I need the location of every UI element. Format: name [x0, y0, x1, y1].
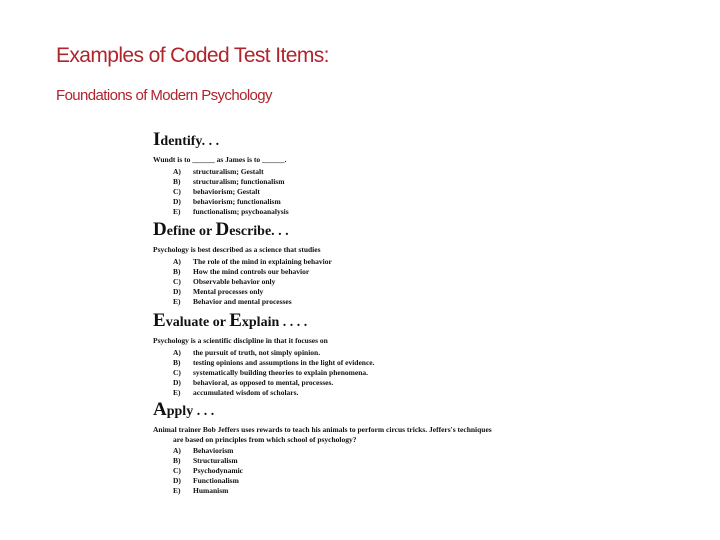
answer-option — [153, 388, 553, 398]
option-letter: D) — [173, 476, 181, 485]
answer-option — [153, 187, 553, 197]
option-letter: D) — [173, 286, 181, 296]
option-text: systematically building theories to explain phenomena. — [193, 367, 369, 377]
section-evaluate-explain — [153, 312, 553, 398]
answer-option — [153, 277, 553, 287]
heading-initial: I — [153, 129, 161, 150]
answer-option — [153, 177, 553, 187]
option-text: Humanism — [193, 486, 229, 495]
section-heading — [153, 401, 553, 421]
heading-text-2: xplain . . . . — [241, 315, 308, 330]
section-apply — [153, 401, 553, 496]
answer-options — [153, 446, 553, 496]
option-letter: D) — [173, 196, 181, 206]
option-text: Behavior and mental processes — [193, 296, 292, 306]
heading-text: pply . . . — [166, 404, 215, 419]
section-identify — [153, 131, 553, 217]
heading-initial: E — [153, 310, 166, 331]
heading-text-2: escribe. . . — [229, 224, 289, 239]
option-text: behavioral, as opposed to mental, processes. — [193, 377, 334, 387]
option-text: Mental processes only — [193, 286, 264, 296]
option-letter: B) — [173, 176, 181, 186]
section-heading — [153, 131, 553, 151]
option-letter: B) — [173, 456, 181, 465]
option-text: How the mind controls our behavior — [193, 266, 310, 276]
option-text: Behaviorism — [193, 446, 234, 455]
slide-subtitle: Foundations of Modern Psychology — [56, 87, 272, 104]
option-letter: A) — [173, 256, 181, 266]
heading-text: valuate or — [165, 315, 230, 330]
slide-title: Examples of Coded Test Items: — [56, 44, 329, 67]
option-letter: A) — [173, 446, 181, 455]
section-heading — [153, 221, 553, 241]
section-heading — [153, 312, 553, 332]
option-letter: E) — [173, 486, 181, 495]
option-text: behaviorism; functionalism — [193, 196, 281, 206]
answer-option — [153, 257, 553, 267]
heading-text: efine or — [166, 224, 216, 239]
option-text: structuralism; Gestalt — [193, 166, 264, 176]
heading-initial: A — [153, 399, 167, 420]
option-text: Functionalism — [193, 476, 239, 485]
heading-initial-2: D — [215, 219, 230, 240]
question-text: Psychology is a scientific discipline in that it focuses on — [153, 336, 328, 345]
option-text: the pursuit of truth, not simply opinion. — [193, 347, 321, 357]
heading-initial-2: E — [229, 310, 242, 331]
answer-option — [153, 297, 553, 307]
option-text: behaviorism; Gestalt — [193, 186, 260, 196]
option-text: The role of the mind in explaining behavior — [193, 256, 332, 266]
option-letter: C) — [173, 367, 181, 377]
option-text: functionalism; psychoanalysis — [193, 206, 289, 216]
answer-option — [153, 446, 553, 456]
option-letter: C) — [173, 466, 181, 475]
answer-option — [153, 466, 553, 476]
answer-option — [153, 197, 553, 207]
answer-option — [153, 476, 553, 486]
option-letter: E) — [173, 387, 181, 397]
question-text — [153, 425, 553, 444]
answer-option — [153, 378, 553, 388]
question-line-2: are based on principles from which school of psychology? — [173, 434, 357, 444]
answer-option — [153, 287, 553, 297]
option-text: structuralism; functionalism — [193, 176, 285, 186]
question-line-1: Animal trainer Bob Jeffers uses rewards to teach his animals to perform circus tricks. Jeffers's techniques — [153, 425, 492, 434]
answer-options — [153, 167, 553, 217]
option-text: Structuralism — [193, 456, 238, 465]
option-letter: A) — [173, 347, 181, 357]
section-define-describe — [153, 221, 553, 307]
answer-option — [153, 167, 553, 177]
option-letter: C) — [173, 276, 181, 286]
answer-option — [153, 486, 553, 496]
option-text: testing opinions and assumptions in the light of evidence. — [193, 357, 375, 367]
option-text: Observable behavior only — [193, 276, 276, 286]
question-text: Psychology is best described as a science that studies — [153, 245, 321, 254]
option-letter: E) — [173, 296, 181, 306]
answer-options — [153, 348, 553, 398]
answer-option — [153, 358, 553, 368]
heading-text: dentify. . . — [160, 134, 220, 149]
question-text: Wundt is to ______ as James is to ______. — [153, 155, 287, 164]
answer-option — [153, 207, 553, 217]
answer-options — [153, 257, 553, 307]
answer-option — [153, 368, 553, 378]
option-letter: C) — [173, 186, 181, 196]
option-letter: E) — [173, 206, 181, 216]
option-letter: B) — [173, 357, 181, 367]
heading-initial: D — [153, 219, 167, 240]
option-text: Psychodynamic — [193, 466, 244, 475]
option-letter: B) — [173, 266, 181, 276]
option-letter: D) — [173, 377, 181, 387]
option-text: accumulated wisdom of scholars. — [193, 387, 299, 397]
option-letter: A) — [173, 166, 181, 176]
answer-option — [153, 456, 553, 466]
answer-option — [153, 348, 553, 358]
answer-option — [153, 267, 553, 277]
